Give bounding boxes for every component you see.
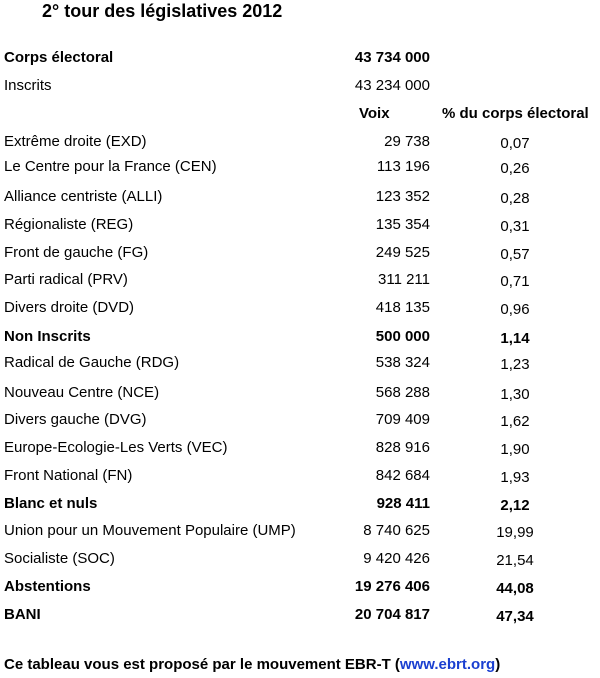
table-row	[0, 410, 600, 430]
row-voix: 500 000	[375, 328, 430, 345]
row-voix: 928 411	[376, 495, 430, 512]
table-row	[0, 438, 600, 458]
table-row	[0, 298, 600, 318]
row-pct: 1,14	[500, 330, 530, 347]
row-voix: 828 916	[375, 439, 430, 456]
row-pct: 1,90	[500, 441, 530, 458]
row-label: Blanc et nuls	[4, 495, 98, 512]
row-pct: 47,34	[496, 608, 534, 625]
row-label: Régionaliste (REG)	[4, 216, 134, 233]
row-voix: 135 354	[375, 216, 430, 233]
row-label: Divers gauche (DVG)	[4, 411, 147, 428]
row-label: Socialiste (SOC)	[4, 550, 115, 567]
row-voix: 123 352	[375, 188, 430, 205]
row-voix: 9 420 426	[363, 550, 430, 567]
row-pct: 2,12	[500, 497, 530, 514]
table-row	[0, 383, 600, 403]
corps-electoral-value: 43 734 000	[354, 49, 430, 66]
row-voix: 113 196	[376, 158, 430, 175]
row-label: Extrême droite (EXD)	[4, 133, 147, 150]
table-row	[0, 521, 600, 541]
row-label: Divers droite (DVD)	[4, 299, 135, 316]
row-label: Radical de Gauche (RDG)	[4, 354, 180, 371]
row-voix: 568 288	[375, 384, 430, 401]
footer-text: Ce tableau vous est proposé par le mouvement EBR-T (	[4, 656, 400, 673]
row-voix: 8 740 625	[363, 522, 430, 539]
table-row	[0, 577, 600, 597]
table-row	[0, 215, 600, 235]
ebrt-link[interactable]: www.ebrt.org	[399, 656, 496, 673]
row-pct: 19,99	[496, 524, 534, 541]
row-pct: 44,08	[496, 580, 534, 597]
row-voix: 249 525	[375, 244, 430, 261]
inscrits-label: Inscrits	[4, 77, 52, 94]
row-voix: 311 211	[378, 271, 430, 288]
row-label: BANI	[4, 606, 41, 623]
row-voix: 842 684	[375, 467, 430, 484]
row-label: Alliance centriste (ALLI)	[4, 188, 163, 205]
table-row	[0, 494, 600, 514]
row-label: Le Centre pour la France (CEN)	[4, 158, 217, 175]
column-headers	[0, 104, 600, 124]
row-pct: 0,96	[500, 301, 530, 318]
row-label: Front National (FN)	[4, 467, 133, 484]
table-row	[0, 132, 600, 152]
row-pct: 0,57	[500, 246, 530, 263]
footer-close: )	[495, 656, 501, 673]
row-voix: 19 276 406	[354, 578, 430, 595]
row-pct: 0,26	[500, 160, 530, 177]
row-pct: 0,71	[500, 273, 530, 290]
inscrits-value: 43 234 000	[354, 77, 430, 94]
row-pct: 1,23	[500, 356, 530, 373]
table-row	[0, 327, 600, 347]
footer-credit	[4, 656, 500, 673]
row-label: Abstentions	[4, 578, 91, 595]
table-row	[0, 187, 600, 207]
header-voix: Voix	[359, 105, 390, 122]
row-voix: 29 738	[384, 133, 430, 150]
row-voix: 418 135	[375, 299, 430, 316]
table-row	[0, 605, 600, 625]
row-label: Non Inscrits	[4, 328, 91, 345]
table-row	[0, 243, 600, 263]
table-row	[0, 549, 600, 569]
row-pct: 1,30	[500, 386, 530, 403]
table-row	[0, 466, 600, 486]
row-voix: 538 324	[375, 354, 430, 371]
row-pct: 0,31	[500, 218, 530, 235]
row-label: Union pour un Mouvement Populaire (UMP)	[4, 522, 296, 539]
row-pct: 1,62	[500, 413, 530, 430]
inscrits-row	[0, 76, 600, 96]
row-label: Front de gauche (FG)	[4, 244, 149, 261]
table-row	[0, 157, 600, 177]
corps-electoral-label: Corps électoral	[4, 49, 114, 66]
table-row	[0, 353, 600, 373]
row-label: Europe-Ecologie-Les Verts (VEC)	[4, 439, 228, 456]
table-row	[0, 270, 600, 290]
header-pct: % du corps électoral	[442, 105, 589, 122]
row-pct: 0,28	[500, 190, 530, 207]
row-label: Nouveau Centre (NCE)	[4, 384, 160, 401]
row-voix: 709 409	[375, 411, 430, 428]
page-title: 2° tour des législatives 2012	[42, 1, 283, 21]
row-pct: 1,93	[500, 469, 530, 486]
row-pct: 0,07	[500, 135, 530, 152]
row-pct: 21,54	[496, 552, 534, 569]
row-voix: 20 704 817	[354, 606, 430, 623]
row-label: Parti radical (PRV)	[4, 271, 128, 288]
corps-electoral-row	[0, 48, 600, 68]
